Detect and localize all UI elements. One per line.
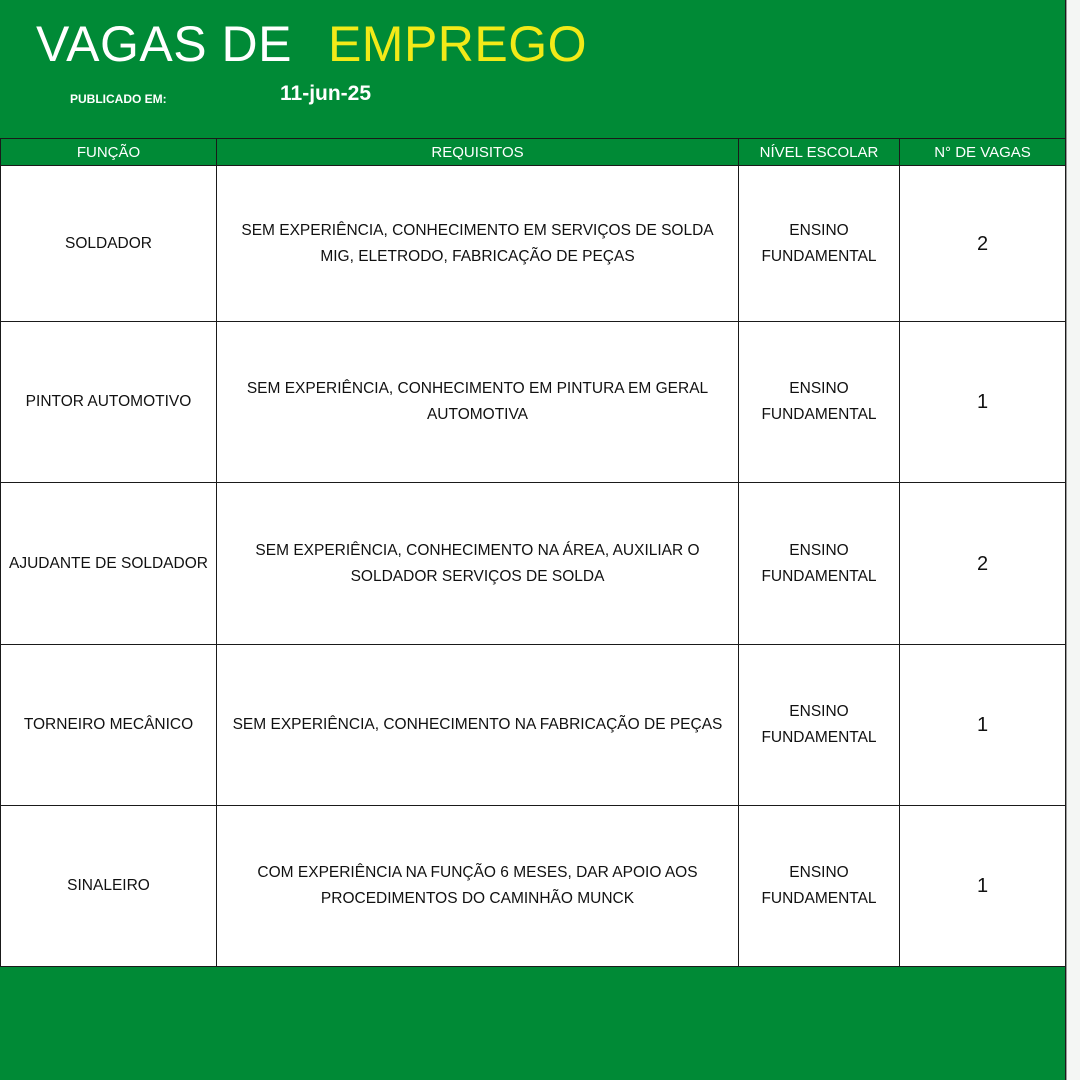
cell-requisitos: SEM EXPERIÊNCIA, CONHECIMENTO NA ÁREA, AUXILIAR O SOLDADOR SERVIÇOS DE SOLDA (217, 483, 739, 645)
cell-nivel: ENSINO FUNDAMENTAL (739, 806, 900, 967)
cell-nivel: ENSINO FUNDAMENTAL (739, 483, 900, 645)
cell-vagas: 2 (900, 483, 1066, 645)
published-date: 11-jun-25 (280, 82, 372, 105)
cell-requisitos: COM EXPERIÊNCIA NA FUNÇÃO 6 MESES, DAR APOIO AOS PROCEDIMENTOS DO CAMINHÃO MUNCK (217, 806, 739, 967)
col-header-requisitos: REQUISITOS (217, 139, 739, 166)
col-header-nivel: NÍVEL ESCOLAR (739, 139, 900, 166)
cell-nivel: ENSINO FUNDAMENTAL (739, 645, 900, 806)
cell-requisitos: SEM EXPERIÊNCIA, CONHECIMENTO EM PINTURA EM GERAL AUTOMOTIVA (217, 322, 739, 483)
cell-vagas: 1 (900, 645, 1066, 806)
cell-funcao: AJUDANTE DE SOLDADOR (1, 483, 217, 645)
cell-vagas: 1 (900, 322, 1066, 483)
table-row (1, 645, 1066, 806)
table-row (1, 806, 1066, 967)
cell-vagas: 2 (900, 166, 1066, 322)
col-header-funcao: FUNÇÃO (1, 139, 217, 166)
jobs-table (0, 138, 1066, 967)
edge-strip (1066, 0, 1080, 1080)
table-row (1, 322, 1066, 483)
table-header-row (1, 139, 1066, 166)
table-row (1, 166, 1066, 322)
col-header-vagas: N° DE VAGAS (900, 139, 1066, 166)
cell-funcao: SOLDADOR (1, 166, 217, 322)
cell-requisitos: SEM EXPERIÊNCIA, CONHECIMENTO EM SERVIÇOS DE SOLDA MIG, ELETRODO, FABRICAÇÃO DE PEÇAS (217, 166, 739, 322)
cell-nivel: ENSINO FUNDAMENTAL (739, 322, 900, 483)
cell-funcao: PINTOR AUTOMOTIVO (1, 322, 217, 483)
cell-vagas: 1 (900, 806, 1066, 967)
published-label: PUBLICADO EM: (70, 92, 167, 106)
cell-nivel: ENSINO FUNDAMENTAL (739, 166, 900, 322)
title-yellow: EMPREGO (327, 16, 588, 72)
page-title (36, 14, 587, 74)
table-row (1, 483, 1066, 645)
cell-funcao: TORNEIRO MECÂNICO (1, 645, 217, 806)
title-white: VAGAS DE (36, 16, 292, 72)
cell-requisitos: SEM EXPERIÊNCIA, CONHECIMENTO NA FABRICAÇÃO DE PEÇAS (217, 645, 739, 806)
cell-funcao: SINALEIRO (1, 806, 217, 967)
